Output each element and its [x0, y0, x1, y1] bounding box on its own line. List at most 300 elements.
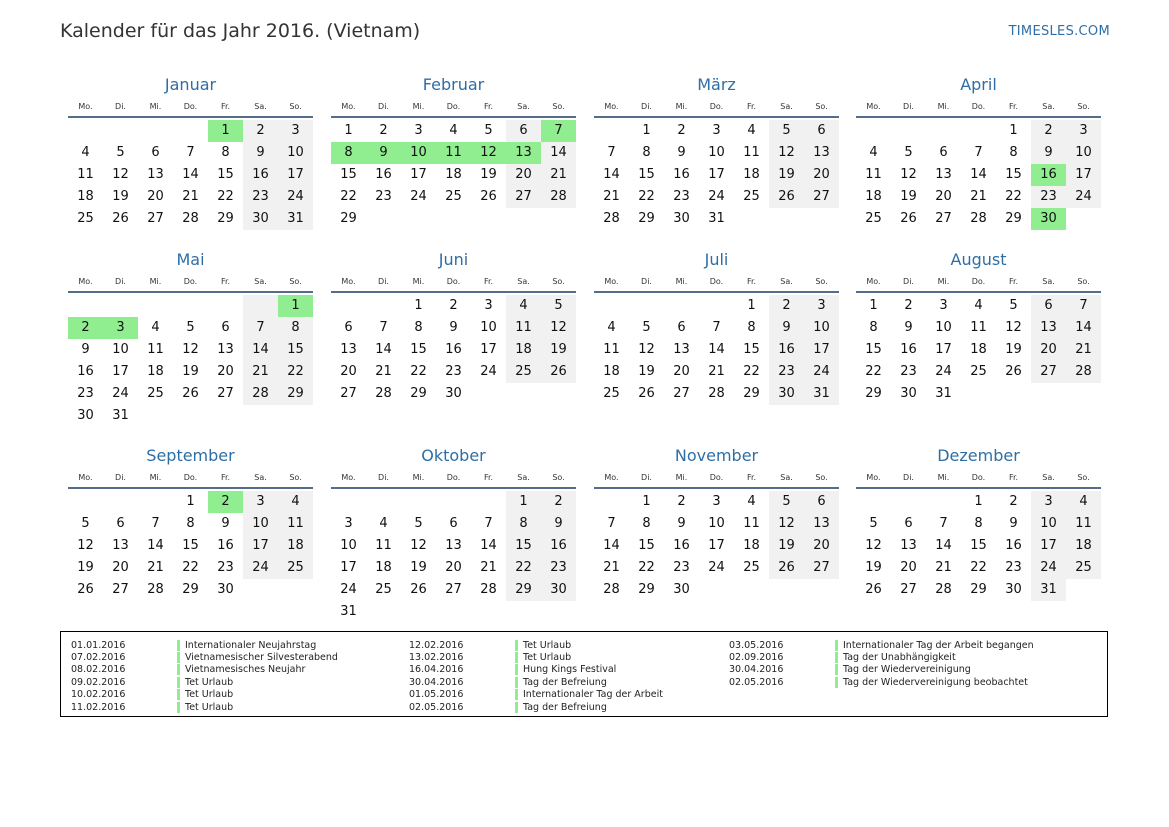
day-cell: 1: [414, 298, 423, 313]
week-row: [856, 579, 1101, 601]
holiday-date: 03.05.2016: [729, 639, 784, 651]
weekday-label: Di.: [378, 277, 389, 286]
holiday-date: 11.02.2016: [71, 701, 126, 713]
empty-cell: [891, 491, 926, 513]
day-cell: 14: [243, 339, 278, 361]
day-cell: 9: [1009, 516, 1018, 531]
holiday-name: Tag der Befreiung: [523, 676, 607, 688]
day-cell: 26: [410, 582, 427, 597]
empty-cell: [243, 405, 278, 427]
day-cell: 31: [935, 386, 952, 401]
day-cell: 24: [112, 386, 129, 401]
day-cell: 9: [449, 320, 458, 335]
empty-cell: [804, 208, 839, 230]
weekday-label: Fr.: [483, 473, 494, 482]
week-row: [594, 361, 839, 383]
day-cell: 16: [1005, 538, 1022, 553]
day-cell: 21: [708, 364, 725, 379]
day-cell: 27: [340, 386, 357, 401]
holiday-name: Tet Urlaub: [185, 689, 234, 701]
empty-cell: [366, 491, 401, 513]
day-cell: 15: [638, 167, 655, 182]
day-cell: 31: [278, 208, 313, 230]
day-cell: 6: [939, 145, 948, 160]
month-name: Juni: [438, 250, 469, 269]
weekday-label: Mi.: [675, 102, 688, 111]
month-1: [68, 72, 313, 230]
month-4: [856, 72, 1101, 230]
week-row: [856, 383, 1101, 405]
day-cell: 22: [970, 560, 987, 575]
day-cell: 22: [865, 364, 882, 379]
day-cell: 10: [401, 142, 436, 164]
holiday-name: Tet Urlaub: [185, 676, 234, 688]
day-cell: 20: [804, 535, 839, 557]
day-cell: 16: [445, 342, 462, 357]
day-cell: 6: [804, 120, 839, 142]
weekday-label: Mo.: [78, 102, 93, 111]
day-cell: 2: [208, 491, 243, 513]
day-cell: 8: [974, 516, 983, 531]
holiday-entry: [399, 639, 663, 651]
day-cell: 26: [769, 186, 804, 208]
weekday-label: Sa.: [780, 277, 793, 286]
holiday-date: 30.04.2016: [409, 676, 464, 688]
holiday-name: Hung Kings Festival: [523, 664, 617, 676]
holiday-marker: [515, 664, 518, 675]
empty-cell: [103, 491, 138, 513]
day-cell: 20: [935, 189, 952, 204]
empty-cell: [278, 579, 313, 601]
day-cell: 29: [278, 383, 313, 405]
weekday-label: Do.: [183, 277, 198, 286]
day-cell: 6: [151, 145, 160, 160]
holiday-entry: [399, 651, 663, 663]
day-cell: 16: [673, 167, 690, 182]
day-cell: 24: [480, 364, 497, 379]
weekday-label: Mi.: [937, 473, 950, 482]
day-cell: 19: [112, 189, 129, 204]
empty-cell: [734, 579, 769, 601]
day-cell: 27: [900, 582, 917, 597]
day-cell: 18: [77, 189, 94, 204]
day-cell: 14: [935, 538, 952, 553]
week-row: [856, 557, 1101, 579]
day-cell: 14: [480, 538, 497, 553]
holiday-marker: [177, 640, 180, 651]
day-cell: 30: [243, 208, 278, 230]
day-cell: 10: [1031, 513, 1066, 535]
week-row: [594, 142, 839, 164]
holiday-marker: [835, 652, 838, 663]
day-cell: 20: [112, 560, 129, 575]
weekday-header: [856, 469, 1101, 489]
weekday-header: [856, 98, 1101, 118]
weekday-label: Do.: [183, 102, 198, 111]
day-cell: 7: [484, 516, 493, 531]
day-cell: 7: [379, 320, 388, 335]
day-cell: 12: [410, 538, 427, 553]
site-link[interactable]: TIMESLES.COM: [1008, 24, 1110, 39]
weekday-header: [68, 98, 313, 118]
day-cell: 3: [939, 298, 948, 313]
month-10: [331, 443, 576, 623]
week-row: [331, 383, 576, 405]
day-cell: 15: [182, 538, 199, 553]
weekday-label: Mi.: [149, 277, 162, 286]
weekday-label: Di.: [378, 102, 389, 111]
week-row: [594, 295, 839, 317]
day-cell: 22: [743, 364, 760, 379]
weekday-label: Mi.: [149, 102, 162, 111]
day-cell: 26: [638, 386, 655, 401]
weekday-label: Mi.: [937, 102, 950, 111]
day-cell: 19: [769, 164, 804, 186]
weekday-label: Fr.: [1008, 102, 1019, 111]
day-cell: 30: [673, 582, 690, 597]
day-cell: 12: [769, 513, 804, 535]
empty-cell: [926, 120, 961, 142]
holiday-marker: [835, 640, 838, 651]
day-cell: 16: [243, 164, 278, 186]
week-row: [594, 186, 839, 208]
week-row: [331, 513, 576, 535]
day-cell: 8: [642, 516, 651, 531]
weekday-label: Mo.: [78, 473, 93, 482]
weekday-header: [331, 98, 576, 118]
weekday-label: Di.: [641, 473, 652, 482]
day-cell: 21: [375, 364, 392, 379]
day-cell: 6: [904, 516, 913, 531]
weekday-label: Mo.: [341, 102, 356, 111]
day-cell: 14: [603, 167, 620, 182]
day-cell: 16: [673, 538, 690, 553]
day-cell: 4: [974, 298, 983, 313]
empty-cell: [138, 491, 173, 513]
day-cell: 15: [1005, 167, 1022, 182]
day-cell: 18: [147, 364, 164, 379]
day-cell: 18: [1066, 535, 1101, 557]
day-cell: 19: [769, 535, 804, 557]
day-cell: 22: [410, 364, 427, 379]
week-row: [331, 601, 576, 623]
day-cell: 3: [1031, 491, 1066, 513]
day-cell: 1: [208, 120, 243, 142]
week-row: [856, 317, 1101, 339]
day-cell: 2: [1009, 494, 1018, 509]
day-cell: 14: [541, 142, 576, 164]
day-cell: 18: [506, 339, 541, 361]
day-cell: 15: [743, 342, 760, 357]
day-cell: 9: [1031, 142, 1066, 164]
empty-cell: [769, 208, 804, 230]
day-cell: 10: [708, 145, 725, 160]
day-cell: 25: [743, 560, 760, 575]
holiday-entry: [61, 639, 338, 651]
empty-cell: [436, 601, 471, 623]
empty-cell: [138, 120, 173, 142]
week-row: [594, 120, 839, 142]
day-cell: 29: [743, 386, 760, 401]
day-cell: 29: [182, 582, 199, 597]
holiday-marker: [515, 677, 518, 688]
day-cell: 7: [541, 120, 576, 142]
weekday-label: So.: [552, 473, 565, 482]
day-cell: 9: [366, 142, 401, 164]
day-cell: 25: [278, 557, 313, 579]
empty-cell: [804, 579, 839, 601]
empty-cell: [856, 120, 891, 142]
day-cell: 29: [1005, 211, 1022, 226]
weekday-label: Mo.: [604, 102, 619, 111]
day-cell: 29: [506, 579, 541, 601]
weekday-label: Sa.: [1042, 473, 1055, 482]
holiday-entry: [719, 651, 1034, 663]
day-cell: 16: [375, 167, 392, 182]
day-cell: 19: [182, 364, 199, 379]
empty-cell: [366, 208, 401, 230]
weekday-label: Do.: [709, 277, 724, 286]
day-cell: 4: [869, 145, 878, 160]
day-cell: 29: [638, 211, 655, 226]
day-cell: 3: [243, 491, 278, 513]
weekday-label: So.: [552, 102, 565, 111]
day-cell: 21: [603, 189, 620, 204]
day-cell: 23: [217, 560, 234, 575]
weekday-label: Do.: [971, 473, 986, 482]
day-cell: 5: [769, 120, 804, 142]
day-cell: 14: [603, 538, 620, 553]
day-cell: 27: [147, 211, 164, 226]
day-cell: 2: [677, 123, 686, 138]
week-row: [331, 295, 576, 317]
weekday-label: Fr.: [746, 277, 757, 286]
day-cell: 13: [673, 342, 690, 357]
day-cell: 11: [436, 142, 471, 164]
month-7: [594, 247, 839, 405]
day-cell: 8: [747, 320, 756, 335]
day-cell: 25: [743, 189, 760, 204]
holiday-entry: [399, 664, 663, 676]
weekday-label: Mi.: [412, 277, 425, 286]
day-cell: 30: [217, 582, 234, 597]
day-cell: 22: [638, 189, 655, 204]
day-cell: 26: [900, 211, 917, 226]
holiday-date: 02.05.2016: [729, 676, 784, 688]
holiday-marker: [177, 652, 180, 663]
day-cell: 26: [541, 361, 576, 383]
day-cell: 4: [278, 491, 313, 513]
day-cell: 2: [769, 295, 804, 317]
month-name: April: [960, 75, 997, 94]
week-row: [68, 491, 313, 513]
day-cell: 20: [1031, 339, 1066, 361]
day-cell: 9: [81, 342, 90, 357]
day-cell: 14: [182, 167, 199, 182]
weekday-header: [68, 469, 313, 489]
weekday-label: Di.: [115, 473, 126, 482]
month-name: Mai: [176, 250, 205, 269]
day-cell: 1: [344, 123, 353, 138]
month-2: [331, 72, 576, 230]
weekday-label: Di.: [641, 102, 652, 111]
empty-cell: [699, 295, 734, 317]
holiday-date: 12.02.2016: [409, 639, 464, 651]
empty-cell: [1066, 383, 1101, 405]
day-cell: 5: [541, 295, 576, 317]
day-cell: 28: [147, 582, 164, 597]
weekday-label: Do.: [446, 277, 461, 286]
day-cell: 30: [1031, 208, 1066, 230]
day-cell: 15: [217, 167, 234, 182]
week-row: [68, 405, 313, 427]
weekday-header: [331, 469, 576, 489]
day-cell: 10: [340, 538, 357, 553]
day-cell: 28: [243, 383, 278, 405]
week-row: [856, 361, 1101, 383]
empty-cell: [961, 383, 996, 405]
week-row: [331, 535, 576, 557]
day-cell: 10: [935, 320, 952, 335]
day-cell: 5: [642, 320, 651, 335]
week-row: [856, 295, 1101, 317]
weekday-label: Mi.: [675, 473, 688, 482]
holiday-date: 08.02.2016: [71, 664, 126, 676]
week-row: [594, 579, 839, 601]
weekday-label: Mo.: [866, 473, 881, 482]
day-cell: 19: [77, 560, 94, 575]
day-cell: 17: [340, 560, 357, 575]
holiday-marker: [177, 664, 180, 675]
week-row: [331, 579, 576, 601]
day-cell: 5: [904, 145, 913, 160]
day-cell: 30: [1005, 582, 1022, 597]
holiday-entry: [61, 651, 338, 663]
day-cell: 13: [804, 142, 839, 164]
empty-cell: [208, 295, 243, 317]
day-cell: 17: [278, 164, 313, 186]
empty-cell: [926, 491, 961, 513]
empty-cell: [856, 491, 891, 513]
weekday-label: Mo.: [604, 277, 619, 286]
day-cell: 9: [769, 317, 804, 339]
day-cell: 2: [379, 123, 388, 138]
day-cell: 30: [445, 386, 462, 401]
day-cell: 27: [1031, 361, 1066, 383]
day-cell: 2: [449, 298, 458, 313]
weekday-label: Fr.: [1008, 277, 1019, 286]
week-row: [594, 164, 839, 186]
weekday-label: So.: [1077, 473, 1090, 482]
day-cell: 17: [1031, 535, 1066, 557]
day-cell: 25: [375, 582, 392, 597]
day-cell: 13: [147, 167, 164, 182]
day-cell: 23: [673, 560, 690, 575]
day-cell: 15: [410, 342, 427, 357]
empty-cell: [401, 208, 436, 230]
week-row: [331, 317, 576, 339]
holiday-marker: [515, 689, 518, 700]
day-cell: 21: [147, 560, 164, 575]
day-cell: 24: [340, 582, 357, 597]
day-cell: 7: [186, 145, 195, 160]
day-cell: 23: [77, 386, 94, 401]
weekday-label: Sa.: [517, 277, 530, 286]
holiday-name: Tag der Unabhängigkeit: [843, 652, 956, 664]
day-cell: 13: [445, 538, 462, 553]
day-cell: 20: [506, 164, 541, 186]
empty-cell: [366, 601, 401, 623]
day-cell: 3: [414, 123, 423, 138]
day-cell: 9: [541, 513, 576, 535]
day-cell: 19: [1005, 342, 1022, 357]
holiday-legend: [60, 631, 1108, 717]
weekday-label: Fr.: [483, 277, 494, 286]
day-cell: 5: [81, 516, 90, 531]
day-cell: 26: [480, 189, 497, 204]
weekday-label: Mo.: [78, 277, 93, 286]
day-cell: 27: [506, 186, 541, 208]
weekday-label: So.: [289, 102, 302, 111]
day-cell: 27: [804, 557, 839, 579]
day-cell: 31: [112, 408, 129, 423]
day-cell: 15: [638, 538, 655, 553]
month-name: Juli: [704, 250, 729, 269]
weekday-label: Do.: [709, 473, 724, 482]
day-cell: 23: [541, 557, 576, 579]
day-cell: 25: [865, 211, 882, 226]
day-cell: 26: [1005, 364, 1022, 379]
day-cell: 25: [445, 189, 462, 204]
day-cell: 3: [1066, 120, 1101, 142]
day-cell: 23: [1005, 560, 1022, 575]
weekday-label: Sa.: [517, 102, 530, 111]
month-name: März: [697, 75, 736, 94]
empty-cell: [68, 120, 103, 142]
day-cell: 3: [344, 516, 353, 531]
day-cell: 25: [506, 361, 541, 383]
day-cell: 16: [541, 535, 576, 557]
weekday-header: [594, 98, 839, 118]
holiday-marker: [177, 702, 180, 713]
day-cell: 26: [77, 582, 94, 597]
day-cell: 10: [480, 320, 497, 335]
holiday-date: 09.02.2016: [71, 676, 126, 688]
day-cell: 11: [970, 320, 987, 335]
holiday-entry: [61, 664, 338, 676]
day-cell: 19: [865, 560, 882, 575]
day-cell: 8: [506, 513, 541, 535]
day-cell: 18: [445, 167, 462, 182]
day-cell: 29: [638, 582, 655, 597]
empty-cell: [103, 295, 138, 317]
week-row: [331, 164, 576, 186]
day-cell: 28: [603, 211, 620, 226]
empty-cell: [1066, 208, 1101, 230]
day-cell: 16: [1031, 164, 1066, 186]
day-cell: 16: [900, 342, 917, 357]
day-cell: 25: [970, 364, 987, 379]
holiday-date: 13.02.2016: [409, 652, 464, 664]
empty-cell: [961, 120, 996, 142]
weekday-header: [331, 273, 576, 293]
day-cell: 11: [506, 317, 541, 339]
day-cell: 14: [708, 342, 725, 357]
day-cell: 28: [375, 386, 392, 401]
day-cell: 7: [939, 516, 948, 531]
day-cell: 15: [340, 167, 357, 182]
day-cell: 11: [147, 342, 164, 357]
